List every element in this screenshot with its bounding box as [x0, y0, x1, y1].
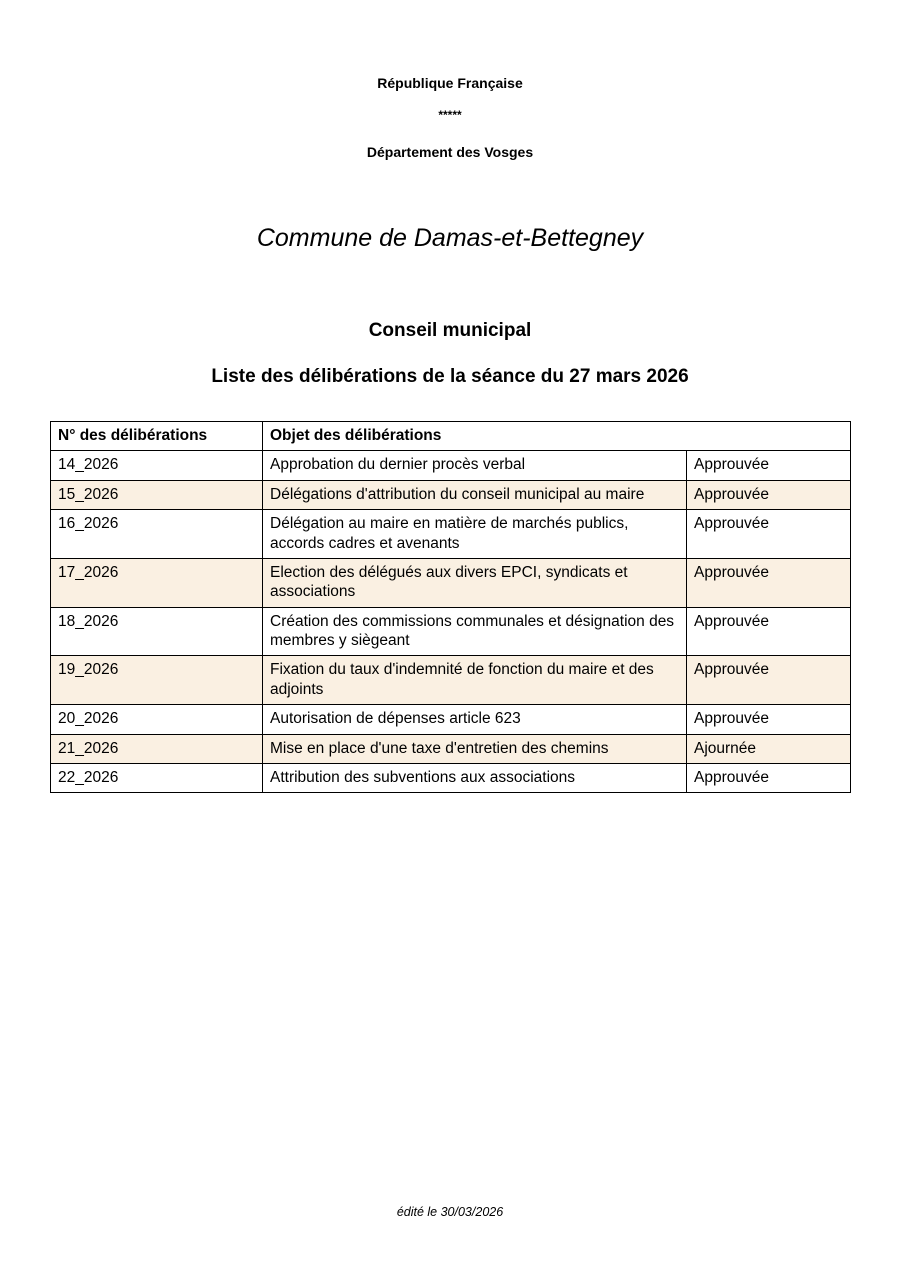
deliberation-number: 14_2026	[51, 451, 263, 480]
table-row	[51, 734, 851, 763]
deliberation-status: Ajournée	[687, 734, 851, 763]
department-line: Département des Vosges	[366, 144, 534, 160]
deliberation-number: 18_2026	[51, 607, 263, 656]
deliberation-status: Approuvée	[687, 705, 851, 734]
deliberation-objet: Approbation du dernier procès verbal	[263, 451, 687, 480]
deliberation-objet: Autorisation de dépenses article 623	[263, 705, 687, 734]
table-row	[51, 705, 851, 734]
deliberation-status: Approuvée	[687, 763, 851, 792]
table-row	[51, 451, 851, 480]
deliberation-status: Approuvée	[687, 510, 851, 559]
deliberation-number: 22_2026	[51, 763, 263, 792]
table-row	[51, 510, 851, 559]
deliberation-number: 17_2026	[51, 558, 263, 607]
deliberation-objet: Délégation au maire en matière de marchés publics, accords cadres et avenants	[263, 510, 687, 559]
deliberation-objet: Attribution des subventions aux associations	[263, 763, 687, 792]
table-header-row	[51, 422, 851, 451]
deliberation-number: 21_2026	[51, 734, 263, 763]
deliberations-list-subtitle: Liste des délibérations de la séance du 27 mars 2026	[211, 366, 689, 387]
table-row	[51, 656, 851, 705]
deliberation-objet: Election des délégués aux divers EPCI, syndicats et associations	[263, 558, 687, 607]
deliberations-table-container	[50, 421, 850, 793]
deliberation-status: Approuvée	[687, 558, 851, 607]
council-subtitle: Conseil municipal	[368, 320, 532, 341]
deliberation-status: Approuvée	[687, 656, 851, 705]
deliberation-status: Approuvée	[687, 451, 851, 480]
header-objet-column: Objet des délibérations	[263, 422, 851, 451]
deliberations-table	[50, 421, 851, 793]
deliberation-status: Approuvée	[687, 480, 851, 509]
commune-title: Commune de Damas-et-Bettegney	[256, 224, 644, 252]
deliberation-number: 16_2026	[51, 510, 263, 559]
deliberation-status: Approuvée	[687, 607, 851, 656]
deliberation-objet: Mise en place d'une taxe d'entretien des chemins	[263, 734, 687, 763]
separator-stars: *****	[438, 108, 462, 122]
deliberation-objet: Création des commissions communales et désignation des membres y siègeant	[263, 607, 687, 656]
table-row	[51, 607, 851, 656]
edition-date-note: édité le 30/03/2026	[396, 1205, 504, 1219]
table-row	[51, 480, 851, 509]
document-header	[0, 0, 900, 160]
deliberation-number: 20_2026	[51, 705, 263, 734]
deliberation-objet: Délégations d'attribution du conseil municipal au maire	[263, 480, 687, 509]
header-num-column: N° des délibérations	[51, 422, 263, 451]
republic-line: République Française	[377, 75, 523, 91]
deliberation-number: 19_2026	[51, 656, 263, 705]
deliberation-number: 15_2026	[51, 480, 263, 509]
table-row	[51, 558, 851, 607]
table-row	[51, 763, 851, 792]
deliberation-objet: Fixation du taux d'indemnité de fonction du maire et des adjoints	[263, 656, 687, 705]
